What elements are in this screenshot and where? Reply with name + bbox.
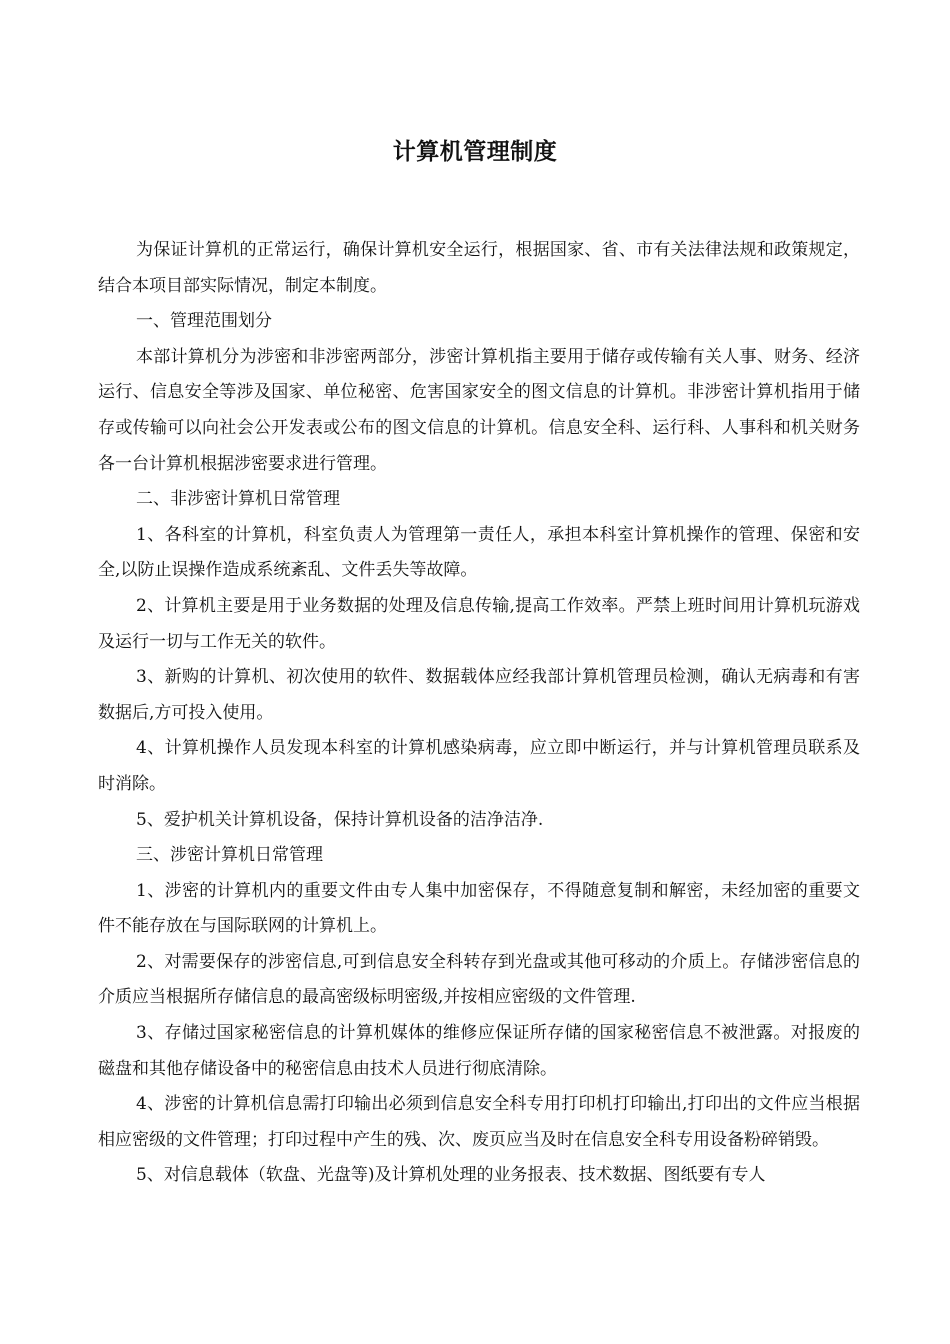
list-item: 4、计算机操作人员发现本科室的计算机感染病毒，应立即中断运行，并与计算机管理员联系及时消除。 [98, 738, 860, 794]
intro-paragraph: 为保证计算机的正常运行，确保计算机安全运行，根据国家、省、市有关法律法规和政策规定，结合本项目部实际情况，制定本制度。 [98, 240, 860, 296]
list-item: 1、各科室的计算机，科室负责人为管理第一责任人，承担本科室计算机操作的管理、保密和安全,以防止误操作造成系统紊乱、文件丢失等故障。 [98, 524, 860, 581]
list-item: 5、对信息载体（软盘、光盘等)及计算机处理的业务报表、技术数据、图纸要有专人 [136, 1165, 766, 1186]
list-item: 3、新购的计算机、初次使用的软件、数据载体应经我部计算机管理员检测，确认无病毒和有害数据后,方可投入使用。 [98, 667, 860, 723]
list-item: 3、存储过国家秘密信息的计算机媒体的维修应保证所存储的国家秘密信息不被泄露。对报废的磁盘和其他存储设备中的秘密信息由技术人员进行彻底清除。 [98, 1023, 860, 1079]
list-item: 4、涉密的计算机信息需打印输出必须到信息安全科专用打印机打印输出,打印出的文件应当根据相应密级的文件管理；打印过程中产生的残、次、废页应当及时在信息安全科专用设备粉碎销毁。 [98, 1094, 860, 1150]
list-item: 2、计算机主要是用于业务数据的处理及信息传输,提高工作效率。严禁上班时间用计算机玩游戏及运行一切与工作无关的软件。 [98, 595, 860, 652]
document-title: 计算机管理制度 [392, 139, 558, 165]
section-heading: 三、涉密计算机日常管理 [136, 845, 323, 866]
list-item: 1、涉密的计算机内的重要文件由专人集中加密保存，不得随意复制和解密，未经加密的重要文件不能存放在与国际联网的计算机上。 [98, 880, 860, 937]
list-item: 5、爱护机关计算机设备，保持计算机设备的洁净洁净. [136, 809, 544, 830]
section-heading: 二、非涉密计算机日常管理 [136, 489, 340, 510]
section-heading: 一、管理范围划分 [136, 311, 272, 332]
body-paragraph: 本部计算机分为涉密和非涉密两部分，涉密计算机指主要用于储存或传输有关人事、财务、经济运行、信息安全等涉及国家、单位秘密、危害国家安全的图文信息的计算机。非涉密计算机指用于储存或传输可以向社会公开发表或公布的图文信息的计算机。信息安全科、运行科、人事科和机关财务各一台计算机根据涉密要求进行管理。 [98, 346, 860, 474]
document-body [98, 233, 860, 1194]
list-item: 2、对需要保存的涉密信息,可到信息安全科转存到光盘或其他可移动的介质上。存储涉密信息的介质应当根据所存储信息的最高密级标明密级,并按相应密级的文件管理. [98, 951, 860, 1008]
